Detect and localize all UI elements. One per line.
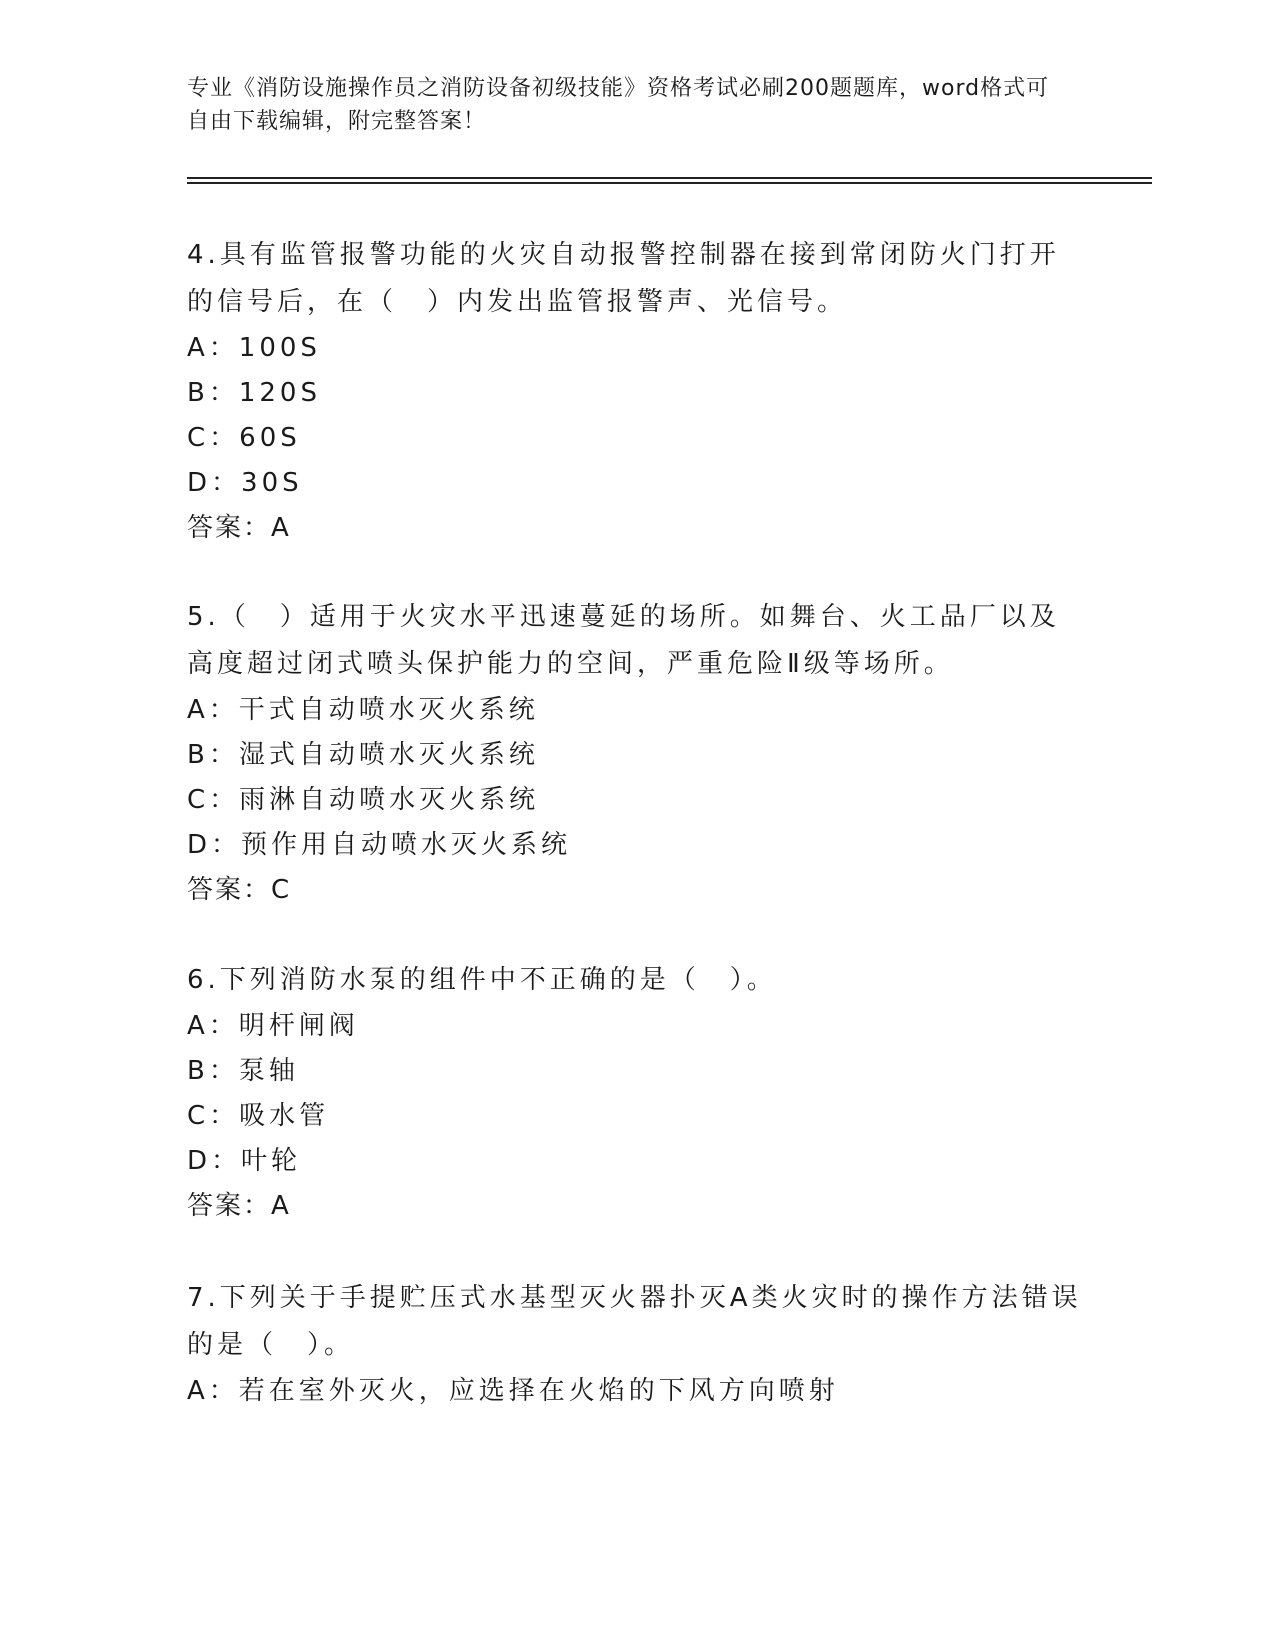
header-rule-top xyxy=(187,177,1152,179)
question-4 xyxy=(187,232,1087,551)
option-a: A：明杆闸阀 xyxy=(187,1011,359,1041)
document-header: 专业《消防设施操作员之消防设备初级技能》资格考试必刷200题题库，word格式可自由下载编辑，附完整答案！ xyxy=(187,76,1050,134)
option-a: A：干式自动喷水灭火系统 xyxy=(187,695,539,725)
option-b: B：泵轴 xyxy=(187,1056,299,1086)
option-c: C：吸水管 xyxy=(187,1101,330,1131)
header-rule-bottom xyxy=(187,182,1152,184)
question-stem: 6.下列消防水泵的组件中不正确的是（ ）。 xyxy=(187,965,777,995)
option-a: A：若在室外灭火，应选择在火焰的下风方向喷射 xyxy=(187,1376,839,1406)
question-stem: 4.具有监管报警功能的火灾自动报警控制器在接到常闭防火门打开的信号后，在（ ）内发出监管报警声、光信号。 xyxy=(187,240,1060,317)
answer: 答案：A xyxy=(187,1191,291,1221)
option-b: B：120S xyxy=(187,378,321,408)
question-stem: 7.下列关于手提贮压式水基型灭火器扑灭A类火灾时的操作方法错误的是（ ）。 xyxy=(187,1283,1082,1360)
question-stem: 5.（ ）适用于火灾水平迅速蔓延的场所。如舞台、火工品厂以及高度超过闭式喷头保护能力的空间，严重危险Ⅱ级等场所。 xyxy=(187,602,1060,679)
option-c: C：雨淋自动喷水灭火系统 xyxy=(187,785,540,815)
option-a: A：100S xyxy=(187,333,321,363)
question-5 xyxy=(187,594,1087,913)
question-6 xyxy=(187,957,1087,1229)
option-d: D：预作用自动喷水灭火系统 xyxy=(187,830,572,860)
question-7 xyxy=(187,1275,1087,1414)
option-c: C：60S xyxy=(187,423,301,453)
answer: 答案：C xyxy=(187,875,292,905)
answer: 答案：A xyxy=(187,513,291,543)
option-b: B：湿式自动喷水灭火系统 xyxy=(187,740,539,770)
option-d: D：叶轮 xyxy=(187,1146,302,1176)
option-d: D：30S xyxy=(187,468,303,498)
